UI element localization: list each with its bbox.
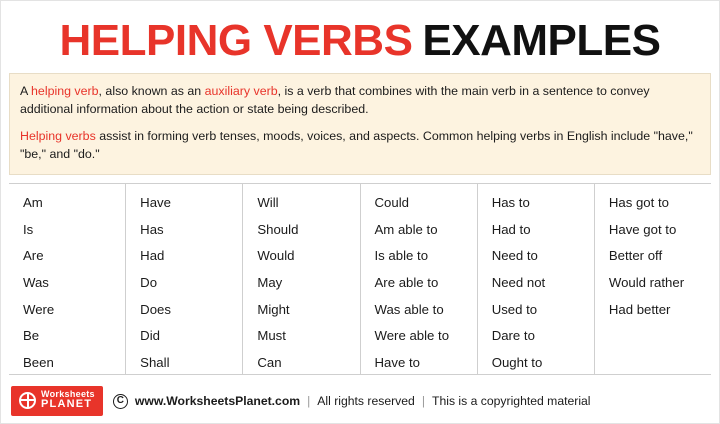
list-item: May <box>257 275 283 291</box>
list-item: Be <box>23 328 40 344</box>
logo-line-1: Worksheets <box>41 389 95 399</box>
page-title <box>1 1 719 73</box>
list-item: Had better <box>608 301 671 317</box>
verb-column-1 <box>9 184 126 374</box>
intro-highlight-helping-verb: helping verb <box>31 84 99 98</box>
title-part-helping-verbs: HELPING VERBS <box>59 16 413 65</box>
list-item: Will <box>257 194 279 210</box>
list-item: Have <box>140 194 171 210</box>
list-item: Would rather <box>608 275 685 291</box>
globe-icon <box>19 392 36 409</box>
list-item: Had to <box>491 221 531 237</box>
list-item: Better off <box>608 248 663 264</box>
list-item: Am <box>23 194 43 210</box>
list-item: Been <box>23 355 54 371</box>
list-item: Should <box>257 221 299 237</box>
list-item: Have to <box>374 355 420 371</box>
separator-2: | <box>421 394 426 408</box>
intro-p2-text: assist in forming verb tenses, moods, voices, and aspects. Common helping verbs in English include "have," "be," and "do." <box>20 128 693 161</box>
verb-column-4 <box>361 184 478 374</box>
title-part-examples: EXAMPLES <box>422 16 661 65</box>
intro-paragraph-1 <box>20 83 700 119</box>
list-item: Would <box>257 248 295 264</box>
intro-highlight-auxiliary-verb: auxiliary verb <box>204 84 278 98</box>
footer-text <box>113 394 591 409</box>
list-item: Did <box>140 328 160 344</box>
list-item: Used to <box>491 301 538 317</box>
verb-column-6 <box>595 184 711 374</box>
list-item: Has <box>140 221 164 237</box>
list-item: Need not <box>491 275 546 291</box>
intro-p1-text-c: , is a verb that combines with the main verb in a sentence to convey additional information about the action or state being described. <box>20 84 650 116</box>
list-item: Can <box>257 355 282 371</box>
copyright-notice: This is a copyrighted material <box>432 394 591 408</box>
verb-column-3 <box>243 184 360 374</box>
worksheets-planet-logo <box>11 386 103 416</box>
intro-paragraph-2 <box>20 128 700 164</box>
list-item: Do <box>140 275 158 291</box>
list-item: Might <box>257 301 290 317</box>
list-item: Had <box>140 248 165 264</box>
list-item: Are able to <box>374 275 439 291</box>
list-item: Has to <box>491 194 530 210</box>
list-item: Am able to <box>374 221 438 237</box>
list-item: Was <box>23 275 49 291</box>
list-item: Is <box>23 221 34 237</box>
list-item: Were <box>23 301 55 317</box>
website-url[interactable]: www.WorksheetsPlanet.com <box>134 394 301 408</box>
list-item: Need to <box>491 248 538 264</box>
footer <box>1 379 719 423</box>
intro-highlight-helping-verbs: Helping verbs <box>20 128 96 143</box>
list-item: Has got to <box>608 194 669 210</box>
verb-column-5 <box>478 184 595 374</box>
verb-columns <box>9 183 711 375</box>
list-item: Shall <box>140 355 170 371</box>
logo-line-2: PLANET <box>41 398 93 411</box>
list-item: Could <box>374 194 409 210</box>
list-item: Dare to <box>491 328 535 344</box>
separator-1: | <box>307 394 311 408</box>
list-item: Must <box>257 328 286 344</box>
rights-text: All rights reserved <box>317 394 415 408</box>
intro-box <box>9 73 711 175</box>
list-item: Are <box>23 248 44 264</box>
list-item: Ought to <box>491 355 543 371</box>
list-item: Were able to <box>374 328 450 344</box>
logo-text <box>41 390 95 411</box>
list-item: Does <box>140 301 171 317</box>
verb-column-2 <box>126 184 243 374</box>
copyright-icon: C <box>113 394 128 409</box>
list-item: Was able to <box>374 301 444 317</box>
list-item: Have got to <box>608 221 677 237</box>
intro-p1-text-b: , also known as an <box>98 84 205 98</box>
list-item: Is able to <box>374 248 429 264</box>
intro-p1-text-a: A <box>20 84 32 98</box>
